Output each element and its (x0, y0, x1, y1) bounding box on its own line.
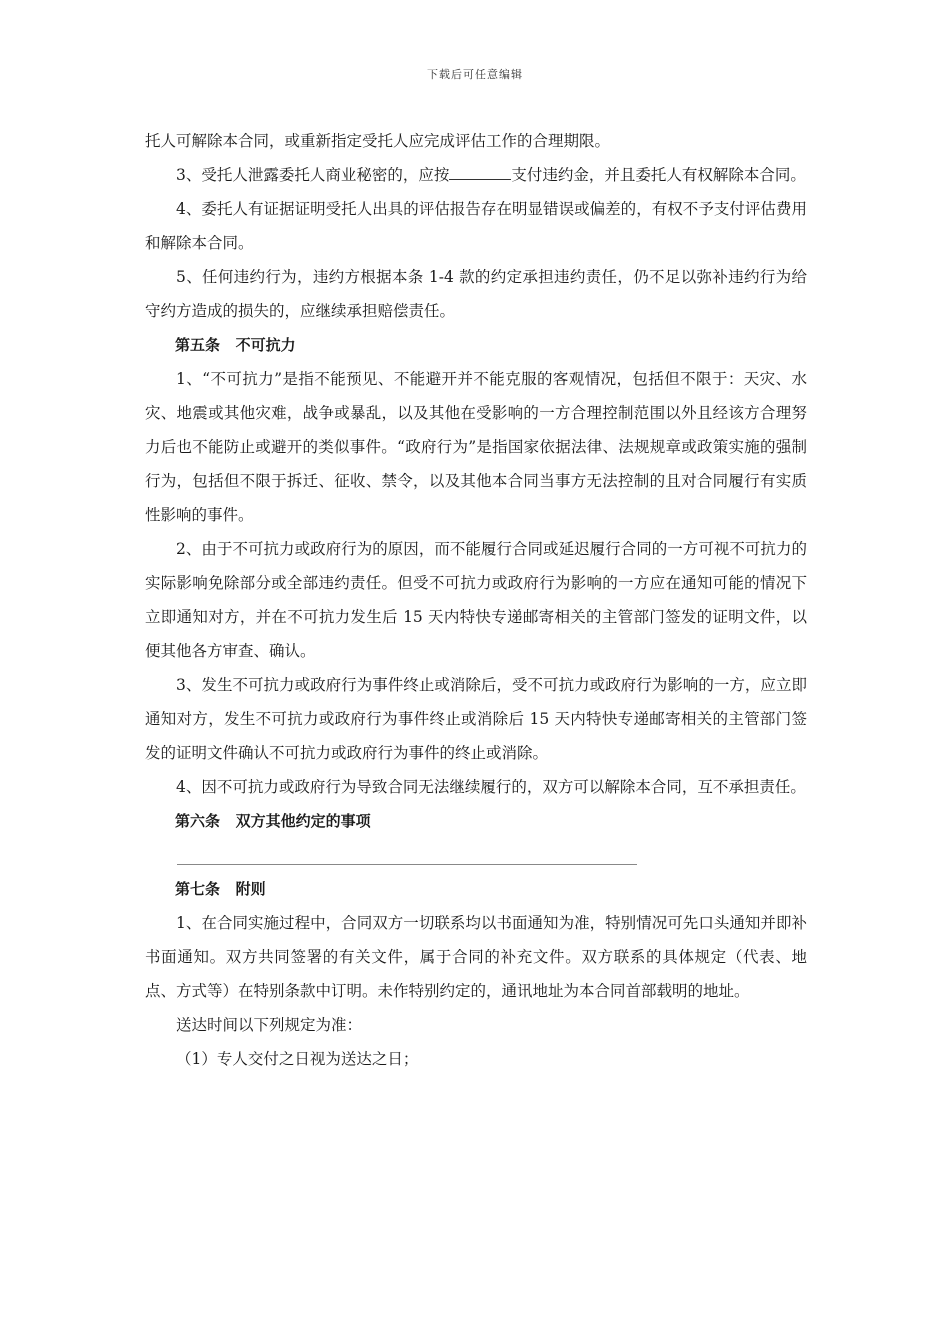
clause-5-item-4: 4、因不可抗力或政府行为导致合同无法继续履行的，双方可以解除本合同，互不承担责任。 (176, 778, 806, 796)
delivery-rule-1: （1）专人交付之日视为送达之日； (176, 1050, 419, 1068)
clause-5-item-1: 1、“不可抗力”是指不能预见、不能避开并不能克服的客观情况，包括但不限于：天灾、水灾、地震或其他灾难，战争或暴乱，以及其他在受影响的一方合理控制范围以外且经该方合理努力后也不能防止或避开的类似事件。“政府行为”是指国家依据法律、法规规章或政策实施的强制行为，包括但不限于拆迁、征收、禁令，以及其他本合同当事方无法控制的且对合同履行有实质性影响的事件。 (145, 370, 807, 524)
clause-4-item-4: 4、委托人有证据证明受托人出具的评估报告存在明显错误或偏差的，有权不予支付评估费用和解除本合同。 (145, 200, 807, 252)
clause-4-item-5: 5、任何违约行为，违约方根据本条 1-4 款的约定承担违约责任，仍不足以弥补违约行为给守约方造成的损失的，应继续承担赔偿责任。 (145, 268, 807, 320)
clause-text-after-blank: 支付违约金，并且委托人有权解除本合同。 (511, 166, 806, 184)
clause-5-item-2: 2、由于不可抗力或政府行为的原因，而不能履行合同或延迟履行合同的一方可视不可抗力的实际影响免除部分或全部违约责任。但受不可抗力或政府行为影响的一方应在通知可能的情况下立即通知对方，并在不可抗力发生后 15 天内特快专递邮寄相关的主管部门签发的证明文件，以便其他各方审查、确认。 (145, 540, 807, 660)
blank-fill-line[interactable] (145, 838, 807, 872)
clause-7-item-1: 1、在合同实施过程中，合同双方一切联系均以书面通知为准，特别情况可先口头通知并即补书面通知。双方共同签署的有关文件，属于合同的补充文件。双方联系的具体规定（代表、地点、方式等）在特别条款中订明。未作特别约定的，通讯地址为本合同首部载明的地址。 (145, 914, 807, 1000)
delivery-time-intro: 送达时间以下列规定为准： (176, 1016, 363, 1034)
clause-5-item-3: 3、发生不可抗力或政府行为事件终止或消除后，受不可抗力或政府行为影响的一方，应立即通知对方，发生不可抗力或政府行为事件终止或消除后 15 天内特快专递邮寄相关的主管部门签发的证明文件确认不可抗力或政府行为事件的终止或消除。 (145, 676, 807, 762)
page-header: 下载后可任意编辑 (427, 68, 523, 81)
paragraph-continuation: 托人可解除本合同，或重新指定受托人应完成评估工作的合理期限。 (145, 132, 611, 150)
article-6-heading: 第六条 双方其他约定的事项 (175, 812, 371, 830)
clause-4-item-3 (145, 158, 807, 192)
article-5-heading: 第五条 不可抗力 (175, 336, 296, 354)
divider-line (177, 864, 637, 865)
clause-text-before-blank: 3、受托人泄露委托人商业秘密的，应按 (176, 166, 450, 184)
article-7-heading: 第七条 附则 (175, 880, 266, 898)
fill-in-blank[interactable] (449, 165, 511, 180)
document-body (145, 124, 807, 1076)
